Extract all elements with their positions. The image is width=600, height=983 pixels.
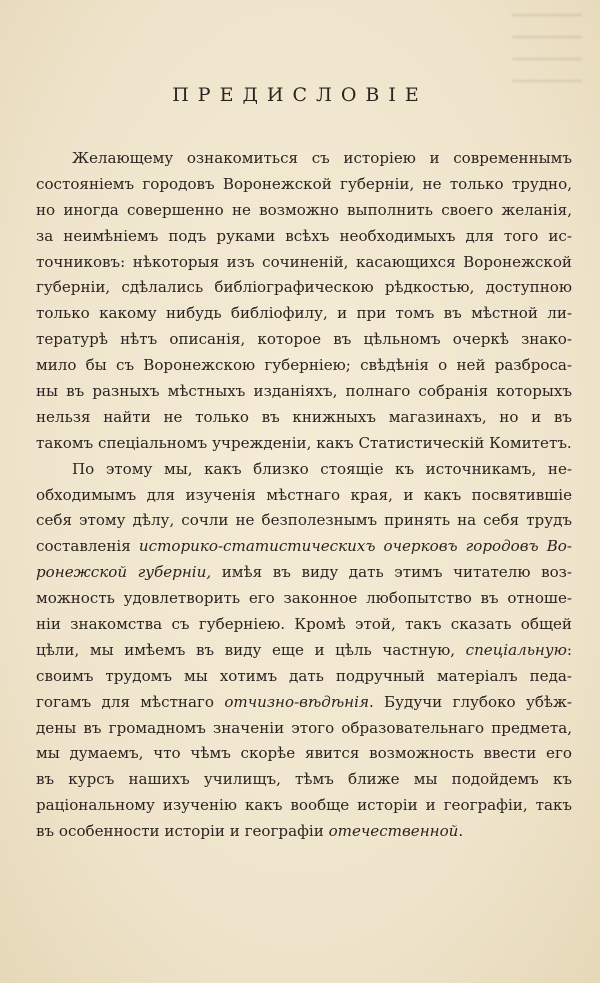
text-line <box>36 560 572 586</box>
text-run: По этому мы, какъ близко стоящіе къ источникамъ, не- <box>72 459 572 478</box>
text-run: гогамъ для мѣстнаго <box>36 692 225 711</box>
text-line <box>36 612 572 638</box>
text-line <box>36 819 572 845</box>
italic-run: отечественной <box>328 822 459 841</box>
text-line <box>36 664 572 690</box>
text-run: составленія <box>36 537 139 556</box>
text-line <box>36 327 572 353</box>
page-title: ПРЕДИСЛОВІЕ <box>172 84 428 106</box>
text-run: въ особенности исторіи и географіи <box>36 822 329 841</box>
text-line <box>36 534 572 560</box>
body-text <box>36 146 572 845</box>
text-line <box>36 457 572 483</box>
text-line <box>36 172 572 198</box>
text-run: такомъ спеціальномъ учрежденіи, какъ Статистическій Комитетъ. <box>36 433 572 452</box>
text-run: дены въ громадномъ значеніи этого образовательнаго предмета, <box>36 718 572 737</box>
text-line <box>36 353 572 379</box>
text-run: губерніи, сдѣлались библіографическою рѣдкостью, доступною <box>36 278 572 297</box>
text-run: можность удовлетворить его законное любопытство въ отноше- <box>36 589 572 608</box>
text-run: . Будучи глубоко убѣж- <box>368 692 572 711</box>
text-line <box>36 741 572 767</box>
italic-run: отчизно-вѣдѣнія <box>224 692 369 711</box>
text-run: : <box>566 640 572 659</box>
text-line <box>36 508 572 534</box>
text-run: ніи знакомства съ губерніею. Кромѣ этой, такъ сказать общей <box>36 615 572 634</box>
text-run: своимъ трудомъ мы хотимъ дать подручный матеріалъ педа- <box>36 666 572 685</box>
bleed-through-text <box>512 4 582 84</box>
text-line <box>36 793 572 819</box>
text-run: ны въ разныхъ мѣстныхъ изданіяхъ, полнаго собранія которыхъ <box>36 382 572 401</box>
text-line <box>36 586 572 612</box>
text-line <box>36 301 572 327</box>
text-run: себя этому дѣлу, сочли не безполезнымъ принять на себя трудъ <box>36 511 572 530</box>
text-run: но иногда совершенно не возможно выполнить своего желанія, <box>36 200 572 219</box>
text-run: точниковъ: нѣкоторыя изъ сочиненій, касающихся Воронежской <box>36 252 572 271</box>
text-run: нельзя найти не только въ книжныхъ магазинахъ, но и въ <box>36 407 572 426</box>
text-run: . <box>458 822 464 841</box>
italic-run: историко-статистическихъ очерковъ городовъ Во- <box>138 537 572 556</box>
italic-run: ронежской губерніи, <box>36 563 212 582</box>
text-run: цѣли, мы имѣемъ въ виду еще и цѣль частную, <box>36 640 466 659</box>
text-line <box>36 483 572 509</box>
text-run: состояніемъ городовъ Воронежской губерніи, не только трудно, <box>36 174 572 193</box>
text-line <box>36 379 572 405</box>
text-run: Желающему ознакомиться съ исторіею и современнымъ <box>72 149 572 167</box>
text-run: только какому нибудь библіофилу, и при томъ въ мѣстной ли- <box>36 304 572 323</box>
text-run: обходимымъ для изученія мѣстнаго края, и какъ посвятившіе <box>36 485 572 504</box>
text-run: имѣя въ виду дать этимъ читателю воз- <box>211 563 572 582</box>
text-line <box>36 198 572 224</box>
text-line <box>36 767 572 793</box>
text-run: мило бы съ Воронежскою губерніею; свѣдѣнія о ней разброса- <box>36 356 572 375</box>
text-line <box>36 146 572 172</box>
text-line <box>36 275 572 301</box>
text-run: тературѣ нѣтъ описанія, которое въ цѣльномъ очеркѣ знако- <box>36 330 572 349</box>
text-line <box>36 638 572 664</box>
text-line <box>36 431 572 457</box>
text-line <box>36 224 572 250</box>
text-line <box>36 690 572 716</box>
text-run: въ курсъ нашихъ училищъ, тѣмъ ближе мы подойдемъ къ <box>36 770 572 789</box>
text-run: раціональному изученію какъ вообще исторіи и географіи, такъ <box>36 796 572 815</box>
text-line <box>36 405 572 431</box>
text-run: мы думаемъ, что чѣмъ скорѣе явится возможность ввести его <box>36 744 572 763</box>
text-line <box>36 716 572 742</box>
text-line <box>36 250 572 276</box>
italic-run: спеціальную <box>465 640 567 659</box>
text-run: за неимѣніемъ подъ руками всѣхъ необходимыхъ для того ис- <box>36 226 572 245</box>
